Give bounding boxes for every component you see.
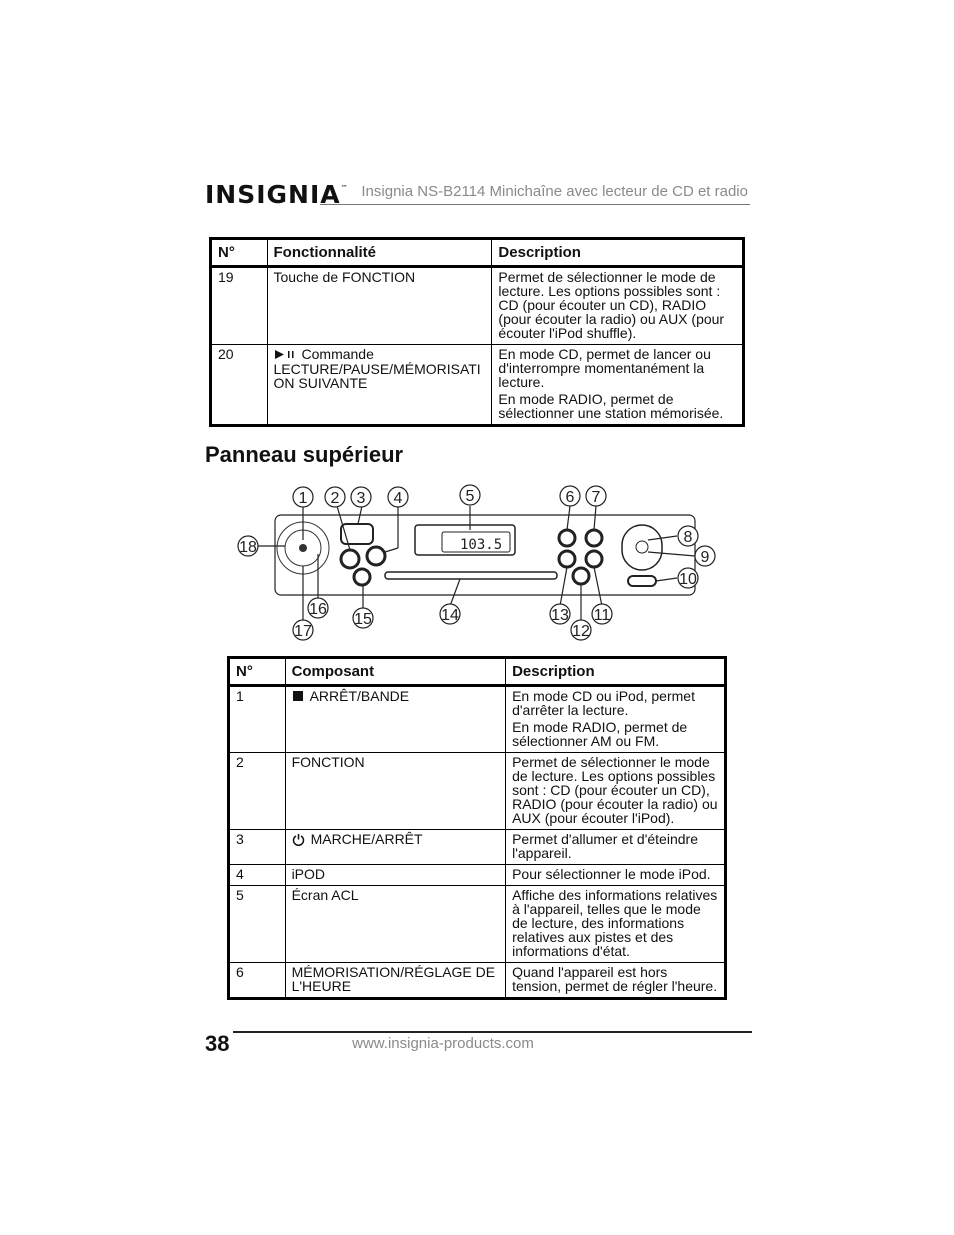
header-rule xyxy=(320,204,750,205)
table-row xyxy=(229,753,726,830)
row-num: 5 xyxy=(229,886,286,963)
row-description xyxy=(506,753,726,830)
callout-label-1: 1 xyxy=(298,490,308,507)
skip-back-button[interactable] xyxy=(559,551,575,567)
callout-label-5: 5 xyxy=(465,488,475,505)
row-description-text: En mode CD ou iPod, permet d'arrêter la lecture. xyxy=(512,688,695,718)
table-row xyxy=(229,963,726,999)
row-component: MÉMORISATION/RÉGLAGE DE L'HEURE xyxy=(285,963,506,999)
row-description xyxy=(506,865,726,886)
table-row xyxy=(211,345,744,426)
row-description xyxy=(492,267,744,345)
row-component: iPOD xyxy=(285,865,506,886)
callout-label-9: 9 xyxy=(700,549,710,566)
row-description-text: Permet d'allumer et d'éteindre l'appareil. xyxy=(512,831,698,861)
header-feature: Fonctionnalité xyxy=(267,239,492,267)
callout-label-7: 7 xyxy=(591,489,601,506)
callout-label-4: 4 xyxy=(393,490,403,507)
row-num: 6 xyxy=(229,963,286,999)
callout-label-15: 15 xyxy=(354,611,372,628)
footer-url: www.insignia-products.com xyxy=(352,1035,534,1052)
memory-button[interactable] xyxy=(559,530,575,546)
callout-label-6: 6 xyxy=(565,489,575,506)
callout-label-12: 12 xyxy=(572,623,590,640)
callout-label-10: 10 xyxy=(679,571,697,588)
header-description: Description xyxy=(492,239,744,267)
row-num: 1 xyxy=(229,686,286,753)
header-description: Description xyxy=(506,658,726,686)
header-num: N° xyxy=(229,658,286,686)
row-description xyxy=(506,963,726,999)
row-description xyxy=(492,345,744,426)
row-feature: Touche de FONCTION xyxy=(267,267,492,345)
page-number: 38 xyxy=(205,1031,230,1056)
row-num: 20 xyxy=(211,345,268,426)
row-component xyxy=(285,830,506,865)
ipod-button[interactable] xyxy=(367,547,385,565)
row-description-text: Permet de sélectionner le mode de lecture. Les options possibles sont : CD (pour écouter un CD), RADIO (pour écouter la radio) ou AUX (pour écouter l'iPod shuffle). xyxy=(498,269,725,341)
callout-label-14: 14 xyxy=(441,607,459,624)
play-pause-button[interactable] xyxy=(573,568,589,584)
row-feature xyxy=(267,345,492,426)
control-dial-center xyxy=(299,544,307,552)
table-row xyxy=(229,886,726,963)
row-component: FONCTION xyxy=(285,753,506,830)
logo-trademark: ™ xyxy=(340,184,348,192)
cd-slot xyxy=(385,572,557,579)
header-component: Composant xyxy=(285,658,506,686)
callout-label-3: 3 xyxy=(356,490,366,507)
row-description-text: Quand l'appareil est hors tension, permet de régler l'heure. xyxy=(512,964,718,994)
table-row xyxy=(211,267,744,345)
row-num: 4 xyxy=(229,865,286,886)
stop-icon xyxy=(292,690,304,704)
function-button[interactable] xyxy=(341,550,359,568)
callout-label-8: 8 xyxy=(683,529,693,546)
callout-label-2: 2 xyxy=(330,490,340,507)
page-header-title: Insignia NS-B2114 Minichaîne avec lecteur de CD et radio xyxy=(361,183,748,200)
row-num: 19 xyxy=(211,267,268,345)
stop-band-button[interactable] xyxy=(354,569,370,585)
volume-center xyxy=(636,541,648,553)
row-description-text: Affiche des informations relatives à l'appareil, telles que le mode de lecture, des informations relatives aux pistes et des informations d'état. xyxy=(512,887,718,959)
row-num: 3 xyxy=(229,830,286,865)
row-description xyxy=(506,830,726,865)
callout-label-16: 16 xyxy=(309,601,327,618)
logo-text: INSIGNIA xyxy=(205,180,341,209)
section-title: Panneau supérieur xyxy=(205,442,404,467)
component-table xyxy=(227,656,727,1000)
row-description-text: En mode RADIO, permet de sélectionner une station mémorisée. xyxy=(498,391,724,421)
row-description-text: Pour sélectionner le mode iPod. xyxy=(512,866,711,882)
row-component-text: ARRÊT/BANDE xyxy=(309,688,410,704)
callout-label-17: 17 xyxy=(294,623,312,640)
mode-switch[interactable] xyxy=(628,576,656,586)
row-description xyxy=(506,686,726,753)
table-row xyxy=(229,686,726,753)
callout-label-13: 13 xyxy=(551,607,569,624)
row-num: 2 xyxy=(229,753,286,830)
row-component xyxy=(285,686,506,753)
footer-rule xyxy=(233,1031,752,1033)
row-component-text: MARCHE/ARRÊT xyxy=(310,831,423,847)
feature-table xyxy=(209,237,745,427)
header-num: N° xyxy=(211,239,268,267)
table-row xyxy=(229,830,726,865)
play-pause-icon xyxy=(274,348,296,362)
row-description-text: En mode CD, permet de lancer ou d'interrompre momentanément la lecture. xyxy=(498,346,711,390)
skip-forward-button[interactable] xyxy=(586,551,602,567)
table-row xyxy=(229,865,726,886)
row-description-text: En mode RADIO, permet de sélectionner AM ou FM. xyxy=(512,719,688,749)
table-header-row xyxy=(211,239,744,267)
row-feature-text: Commande LECTURE/PAUSE/MÉMORISATI ON SUIVANTE xyxy=(273,346,481,392)
callout-label-18: 18 xyxy=(239,539,257,556)
preset-button[interactable] xyxy=(586,530,602,546)
row-component: Écran ACL xyxy=(285,886,506,963)
lcd-display-text: 103.5 xyxy=(460,537,503,553)
callout-label-11: 11 xyxy=(593,607,611,624)
power-icon xyxy=(292,833,305,848)
table-header-row xyxy=(229,658,726,686)
top-panel-diagram xyxy=(230,480,730,650)
row-description xyxy=(506,886,726,963)
row-description-text: Permet de sélectionner le mode de lecture. Les options possibles sont : CD (pour écouter un CD), RADIO (pour écouter la radio) ou AUX (pour écouter l'iPod). xyxy=(512,754,718,826)
